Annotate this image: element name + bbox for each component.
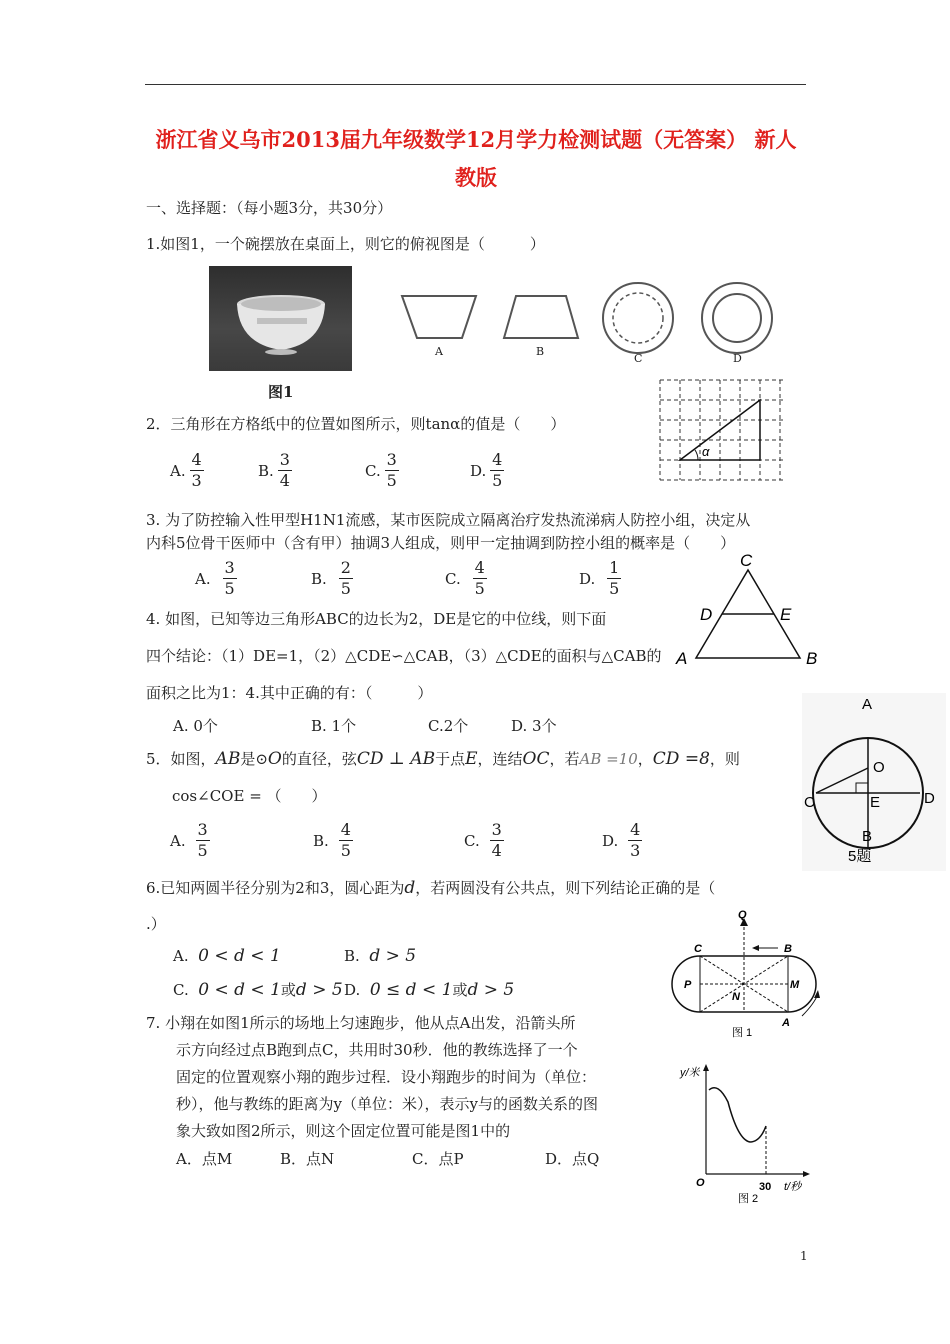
q3-option-a[interactable]: A. $\frac{3}{5}$ [195, 558, 235, 598]
q2-grid-figure [658, 378, 788, 484]
label-origin: O [696, 1177, 705, 1189]
option-c-inner-dashed [613, 293, 663, 343]
q1-text: 1.如图1，一个碗摆放在桌面上，则它的俯视图是（ ） [146, 235, 545, 253]
q4-option-a[interactable]: A. 0个 [173, 717, 218, 735]
q6-option-b[interactable]: B. d > 5 [344, 946, 417, 966]
label-p: P [684, 979, 692, 991]
q2-option-a[interactable]: A. $\frac{4}{3}$ [170, 450, 202, 490]
q3-option-d[interactable]: D. $\frac{1}{5}$ [579, 558, 620, 598]
q1-label-b: B [536, 345, 545, 358]
q4-line1: 4. 如图，已知等边三角形ABC的边长为2，DE是它的中位线，则下面 [146, 610, 607, 628]
section-heading: 一、选择题：（每小题3分，共30分） [146, 199, 393, 217]
label-b: B [806, 649, 818, 668]
label-d: D [700, 605, 713, 624]
header-rule [145, 84, 806, 85]
label-a: A [862, 696, 873, 713]
bowl-photo [209, 266, 352, 371]
q2-text-a: 2．三角形在方格纸中的位置如图所示，则 [146, 415, 426, 433]
option-d-inner [713, 294, 761, 342]
q4-triangle-figure [672, 550, 832, 670]
label-a: A [676, 649, 688, 668]
q7-line3: 固定的位置观察小翔的跑步过程．设小翔跑步的时间为（单位： [176, 1068, 597, 1086]
q6-line2: .） [146, 915, 166, 933]
label-q: Q [738, 909, 747, 921]
page-title-line2: 教版 [455, 165, 497, 190]
label-a: A [782, 1017, 790, 1029]
label-n: N [732, 991, 740, 1003]
figure1-caption: 图 1 [732, 1027, 753, 1039]
label-e: E [780, 605, 792, 624]
label-e: E [870, 794, 881, 811]
q6-line1: 6.已知两圆半径分别为2和3，圆心距为d，若两圆没有公共点，则下列结论正确的是（ [146, 878, 716, 898]
q6-option-a[interactable]: A. 0 < d < 1 [173, 946, 281, 966]
q7-option-c[interactable]: C．点P [412, 1150, 464, 1168]
label-c: C [694, 943, 702, 955]
q5-line2: cos∠COE = （ ） [172, 787, 327, 805]
q3-line1: 3. 为了防控输入性甲型H1N1流感，某市医院成立隔离治疗发热流涕病人防控小组，决定从 [146, 511, 751, 529]
q7-line1: 7. 小翔在如图1所示的场地上匀速跑步，他从点A出发，沿箭头所 [146, 1014, 576, 1032]
option-b-trapezoid [504, 296, 578, 338]
q6-option-c[interactable]: C. 0 < d < 1或d > 5 [173, 980, 343, 1000]
q7-option-a[interactable]: A．点M [176, 1150, 233, 1168]
q5-option-d[interactable]: D. $\frac{4}{3}$ [602, 820, 641, 860]
q7-line4: 秒），他与教练的距离为y（单位：米），表示y与的函数关系的图 [176, 1095, 598, 1113]
q5-option-b[interactable]: B. $\frac{4}{5}$ [313, 820, 351, 860]
q4-line3: 面积之比为1：4.其中正确的有：（ ） [146, 684, 433, 702]
q5-circle-figure [802, 693, 946, 871]
option-a-trapezoid [402, 296, 476, 338]
figure-caption: 5题 [848, 848, 872, 865]
figure2-caption: 图 2 [738, 1193, 759, 1204]
q3-line2: 内科5位骨干医师中（含有甲）抽调3人组成，则甲一定抽调到防控小组的概率是（ ） [146, 534, 736, 552]
label-b: B [784, 943, 792, 955]
label-y: y/米 [680, 1067, 700, 1079]
label-b: B [862, 828, 873, 845]
alpha-label: α [702, 444, 710, 459]
q2-option-c[interactable]: C. $\frac{3}{5}$ [365, 450, 397, 490]
q4-option-b[interactable]: B. 1个 [311, 717, 357, 735]
q7-graph-figure [676, 1062, 816, 1204]
q5-line1: 5．如图，AB是⊙O的直径，弦CD ⊥ AB于点E，连结OC，若AB =10，CD =8，则 [146, 749, 740, 769]
q7-line2: 示方向经过点B跑到点C，共用时30秒．他的教练选择了一个 [176, 1041, 578, 1059]
q2-option-d[interactable]: D. $\frac{4}{5}$ [470, 450, 503, 490]
q3-option-c[interactable]: C. $\frac{4}{5}$ [445, 558, 485, 598]
q2-text-b: 的值是（ ） [460, 415, 566, 433]
q2-text [146, 414, 565, 434]
q1-figure-caption: 图1 [268, 383, 294, 401]
q4-line2: 四个结论：（1）DE=1，（2）△CDE∽△CAB，（3）△CDE的面积与△CAB的 [146, 647, 662, 665]
q7-option-d[interactable]: D．点Q [545, 1150, 600, 1168]
q1-label-d: D [733, 352, 742, 365]
q2-tan: tanα [425, 415, 461, 433]
q7-line5: 象大致如图2所示，则这个固定位置可能是图1中的 [176, 1122, 511, 1140]
label-t30: 30 [759, 1181, 772, 1193]
q6-option-d[interactable]: D. 0 ≤ d < 1或d > 5 [344, 980, 515, 1000]
q7-option-b[interactable]: B．点N [280, 1150, 335, 1168]
q7-track-figure [660, 908, 828, 1048]
label-c: C [804, 794, 815, 811]
label-m: M [790, 979, 800, 991]
label-t: t/秒 [784, 1181, 802, 1193]
label-d: D [924, 790, 935, 807]
label-c: C [740, 551, 753, 570]
label-o: O [873, 759, 885, 776]
q1-label-a: A [435, 345, 443, 358]
q1-options-figure [392, 266, 792, 378]
page-title-line1: 浙江省义乌市2013届九年级数学12月学力检测试题（无答案） 新人 [155, 127, 797, 152]
q2-option-b[interactable]: B. $\frac{3}{4}$ [258, 450, 290, 490]
page-number: 1 [800, 1249, 808, 1263]
q4-option-d[interactable]: D. 3个 [511, 717, 557, 735]
q1-label-c: C [634, 352, 643, 365]
q3-option-b[interactable]: B. $\frac{2}{5}$ [311, 558, 351, 598]
q5-option-a[interactable]: A. $\frac{3}{5}$ [170, 820, 208, 860]
q5-option-c[interactable]: C. $\frac{3}{4}$ [464, 820, 502, 860]
q4-option-c[interactable]: C.2个 [428, 717, 469, 735]
